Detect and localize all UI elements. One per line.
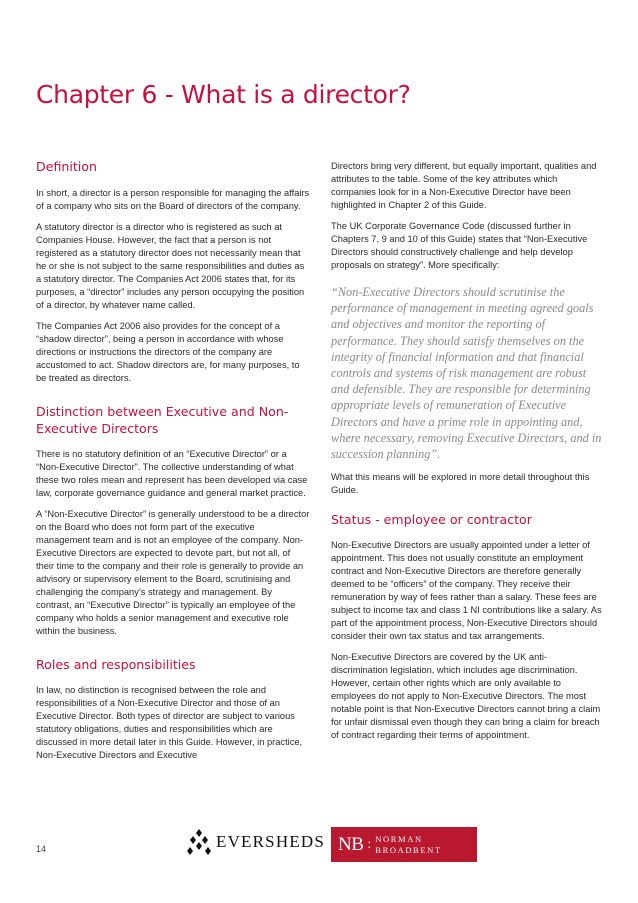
paragraph: There is no statutory definition of an “Executive Director” or a “Non-Executive Director”. The collective understanding of what these two roles mean and represent has been developed via case law, corporate governance guidance and general market practice. <box>36 449 308 498</box>
heading-definition: Definition <box>36 159 97 174</box>
eversheds-emblem-icon <box>187 828 211 856</box>
paragraph: In short, a director is a person responsible for managing the affairs of a company who sits on the Board of directors of the company. <box>36 188 310 211</box>
pull-quote: “Non-Executive Directors should scrutinise the performance of management in meeting agreed goals and objectives and monitor the reporting of performance. They should satisfy themselves on the integrity of financial information and that financial controls and systems of risk management are robust and defensible. They are responsible for determining appropriate levels of remuneration of Executive Directors and have a prime role in appointing and, where necessary, removing Executive Directors, and in succession planning”. <box>331 285 602 462</box>
paragraph: The Companies Act 2006 also provides for the concept of a “shadow director”, being a person in accordance with whose directions or instructions the directors of the company are accustomed to act. Shadow directors are, for many purposes, to be treated as directors. <box>36 321 300 383</box>
paragraph: In law, no distinction is recognised between the role and responsibilities of a Non-Executive Director and those of an Executive Director. Both types of director are subject to various statutory obligations, duties and responsibilities which are discussed in more detail later in this Guide. However, in practice, Non-Executive Directors and Executive <box>36 685 303 760</box>
heading-distinction: Distinction between Executive and Non-Executive Directors <box>36 404 289 436</box>
paragraph: The UK Corporate Governance Code (discussed further in Chapters 7, 9 and 10 of this Guide) states that “Non-Executive Directors should constructively challenge and help develop proposals on strategy”. More specifically: <box>331 221 588 270</box>
right-column <box>331 160 603 750</box>
nb-monogram: NB <box>338 833 364 855</box>
nb-separator: : <box>367 836 372 852</box>
eversheds-wordmark: EVERSHEDS <box>216 832 326 851</box>
paragraph: Non-Executive Directors are usually appointed under a letter of appointment. This does not usually constitute an employment contract and Non-Executive Directors are therefore generally deemed to be “officers” of the company. They receive their remuneration by way of fees rather than a salary. These fees are subject to income tax and class 1 NI contributions like a salary. As part of the appointment process, Non-Executive Directors should consider their own tax status and tax arrangements. <box>331 540 602 642</box>
paragraph: Non-Executive Directors are covered by the UK anti-discrimination legislation, which includes age discrimination. However, certain other rights which are only available to employees do not apply to Non-Executive Directors. The most notable point is that Non-Executive Directors cannot bring a claim for unfair dismissal even though they can bring a claim for breach of contract regarding their terms of appointment. <box>331 652 601 741</box>
page-number: 14 <box>36 844 47 854</box>
eversheds-logo <box>187 828 325 856</box>
nb-name-line-2: BROADBENT <box>375 844 442 855</box>
heading-roles: Roles and responsibilities <box>36 657 196 672</box>
nb-name-line-1: NORMAN <box>375 833 423 844</box>
paragraph: Directors bring very different, but equally important, qualities and attributes to the table. Some of the key attributes which companies look for in a Non-Executive Director have been highlighted in Chapter 2 of this Guide. <box>331 161 597 210</box>
left-column <box>36 158 310 770</box>
heading-status: Status - employee or contractor <box>331 512 532 528</box>
page-title: Chapter 6 - What is a director? <box>36 80 411 109</box>
paragraph: A “Non-Executive Director” is generally understood to be a director on the Board who does not form part of the executive management team and is not an employee of the company. Non-Executive Directors are expected to devote part, but not all, of their time to the company and their role is generally to provide an advisory or supervisory element to the Board, scrutinising and challenging the company’s strategy and management. By contrast, an “Executive Director” is typically an employee of the company who holds a senior management and executive role within the business. <box>36 509 310 636</box>
paragraph: What this means will be explored in more detail throughout this Guide. <box>331 472 590 496</box>
norman-broadbent-logo <box>331 827 477 862</box>
paragraph: A statutory director is a director who is registered as such at Companies House. However, the fact that a person is not registered as a statutory director does not necessarily mean that he or she is not subject to the same responsibilities and duties as a statutory director. The Companies Act 2006 states that, for its purposes, a “director” includes any person occupying the position of a director, by whatever name called. <box>36 222 305 310</box>
nb-names <box>375 834 441 856</box>
